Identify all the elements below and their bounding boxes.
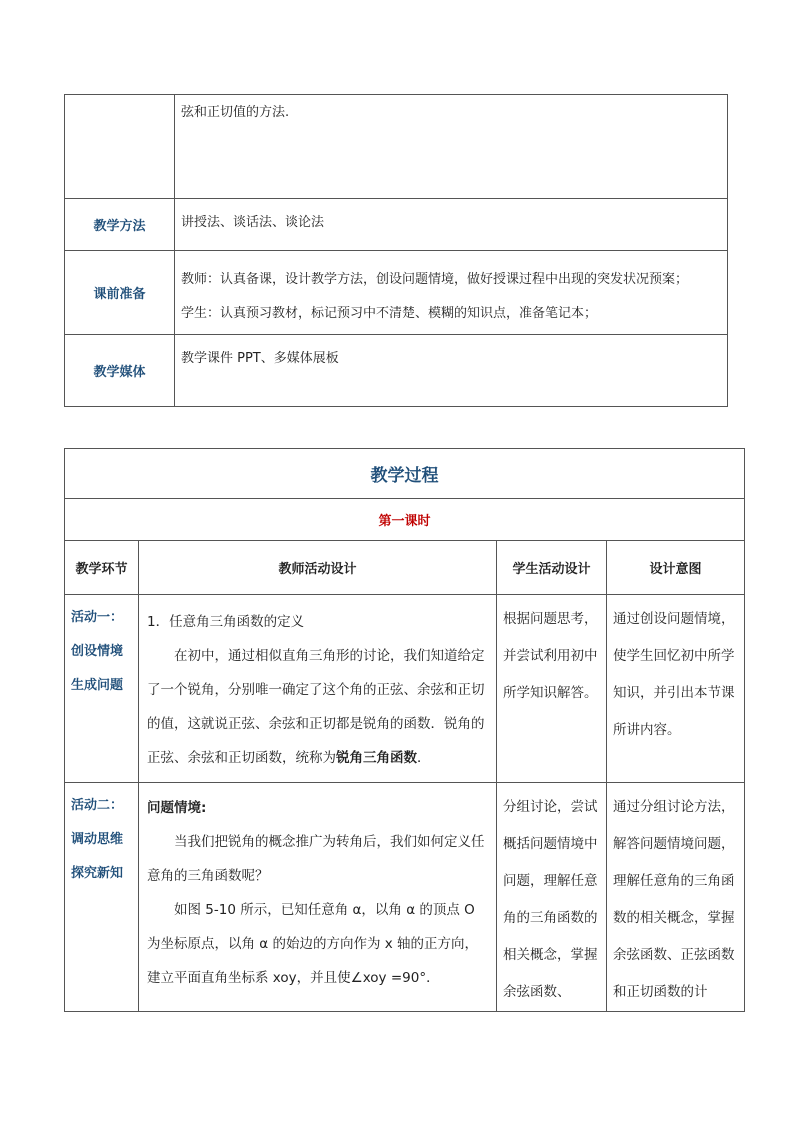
activity2-teacher (139, 783, 497, 1012)
objective-text: 弦和正切值的方法. (181, 105, 290, 120)
media-cell (175, 335, 728, 407)
media-text: 教学课件 PPT、多媒体展板 (181, 351, 339, 366)
process-table (64, 448, 745, 1012)
activity2-stage-line: 调动思维 (71, 832, 124, 847)
col-teacher: 教师活动设计 (139, 541, 497, 595)
activity1-stage-line: 活动一： (71, 610, 124, 625)
methods-cell (175, 199, 728, 251)
activity1-heading: 1．任意角三角函数的定义 (147, 614, 305, 630)
info-table (64, 94, 728, 407)
activity2-paragraph1: 当我们把锐角的概念推广为转角后，我们如何定义任意角的三角函数呢？ (147, 834, 485, 884)
label-methods: 教学方法 (65, 199, 175, 251)
activity1-stage-line: 生成问题 (71, 678, 124, 693)
activity1-student: 根据问题思考，并尝试利用初中所学知识解答。 (497, 595, 607, 783)
session-title: 第一课时 (65, 499, 745, 541)
activity1-stage (65, 595, 139, 783)
objective-cont (175, 95, 728, 199)
activity2-intent: 通过分组讨论方法，解答问题情境问题，理解任意角的三角函数的相关概念，掌握余弦函数、正弦函数和正切函数的计 (607, 783, 745, 1012)
prep-teacher: 教师：认真备课，设计教学方法，创设问题情境，做好授课过程中出现的突发状况预案； (181, 272, 689, 287)
activity2-stage-line: 活动二： (71, 798, 124, 813)
activity1-stage-line: 创设情境 (71, 644, 124, 659)
activity1-para-bold: 锐角三角函数 (336, 750, 417, 766)
activity2-paragraph2: 如图 5-10 所示，已知任意角 α，以角 α 的顶点 O 为坐标原点，以角 α 的始边的方向作为 x 轴的正方向，建立平面直角坐标系 xoy，并且使∠xoy =90°． (147, 902, 479, 986)
col-stage: 教学环节 (65, 541, 139, 595)
activity1-para-text: 在初中，通过相似直角三角形的讨论，我们知道给定了一个锐角，分别唯一确定了这个角的正弦、余弦和正切的值，这就说正弦、余弦和正切都是锐角的函数．锐角的正弦、余弦和正切函数，统称为 (147, 648, 485, 766)
label-media: 教学媒体 (65, 335, 175, 407)
activity1-intent: 通过创设问题情境，使学生回忆初中所学知识，并引出本节课所讲内容。 (607, 595, 745, 783)
col-intent: 设计意图 (607, 541, 745, 595)
row-label-empty (65, 95, 175, 199)
activity1-teacher (139, 595, 497, 783)
methods-text: 讲授法、谈话法、谈论法 (181, 215, 325, 230)
activity1-para-end: ． (417, 750, 431, 766)
label-preparation: 课前准备 (65, 251, 175, 335)
process-title: 教学过程 (65, 449, 745, 499)
preparation-cell (175, 251, 728, 335)
activity1-paragraph (147, 639, 490, 775)
activity2-stage-line: 探究新知 (71, 866, 124, 881)
activity2-student: 分组讨论，尝试概括问题情境中问题，理解任意角的三角函数的相关概念，掌握余弦函数、 (497, 783, 607, 1012)
activity2-stage (65, 783, 139, 1012)
col-student: 学生活动设计 (497, 541, 607, 595)
activity2-heading: 问题情境: (147, 800, 207, 816)
prep-student: 学生：认真预习教材，标记预习中不清楚、模糊的知识点，准备笔记本； (181, 306, 598, 321)
